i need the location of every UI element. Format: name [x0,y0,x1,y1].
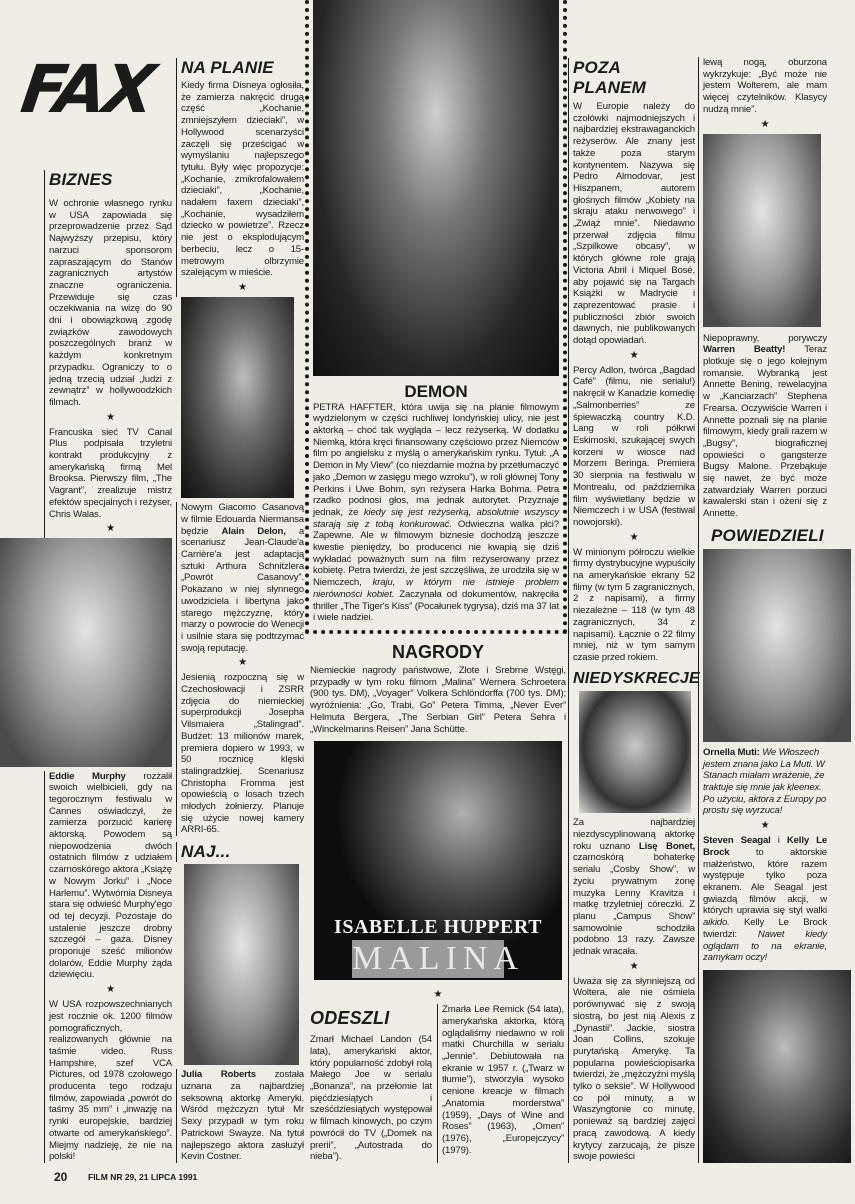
quote-text: We Włoszech jestem znana jako La Muti. W Stanach miałam wrażenie, że traktuje się mnie jak kleenex. Po użyciu, aktora z Europy po prostu się wyrzuca! [703,746,827,817]
photo-petra-haffter [313,0,559,376]
article-text: Kiedy firma Disneya ogłosiła, że zamierza nakręcić drugą część „Kochanie, zmniejszyłem dzieciaki”, w Hollywood scenarzyści zaczęli się prześcigać w wymyślaniu najlepszego tytułu. Były więc propozycje: „Kochanie, zmikrofalowałem dzieciaki”, „Kochanie, nadałem faxem dzieciaki”, „Kochanie, wysadziłem dziecko w powietrze”. Rzecz nie jest o eksplodującym berbeciu, lecz o 15-metrowym olbrzymie szalejącym w mieście. [181,80,304,279]
article-text: i [770,835,787,847]
article-text: aikido. [703,917,730,929]
odeszli-section [310,1004,566,1163]
article-text: Niepoprawny, porywczy [703,332,827,344]
niedyskrecje-article [573,817,695,1163]
star-separator: ★ [760,820,770,832]
column-1 [0,170,172,1163]
article-text: Percy Adlon, twórca „Bagdad Café” (filmu, nie serialu!) nakręcił w Kanadzie komedię „Salmonberries” ze śpiewaczką country K.D. Lang w roli półkrwi Eskimoski, szukającej swych korzeni w wiosce nad Morzem Beringa. Premiera 30 sierpnia na festiwalu w Montrealu, od października film wyświetlany będzie w Niemczech i w USA (festiwal nowojorski). [573,364,695,528]
section-heading: NAGRODY [391,642,484,662]
article-text: Teraz plotkuje się o jego kolejnym romansie. Wybranką jest Annette Bening, rewelacyjna w „Kanciarzach” Stephena Frearsa. Oczywiście Warren i Annette poznali się na planie filmowym, kiedy grali razem w „Bugsy”, biograficznej opowieści o gangsterze Bugsy Malone. Przebąkuje się nawet, że być może zatwardziały Warren porzuci kawalerski stan i ożeni się z Annette. [703,344,827,520]
odeszli-article-landon [310,1034,432,1163]
person-name: Julia Roberts [181,1069,256,1081]
section-heading: DEMON [404,381,468,401]
article-text: Zaczynała od dokumentów, nakręciła thriller „The Tiger's Kiss” (Pocałunek tygrysa), dziś ma 37 lat i wiele nadziei. [313,588,559,624]
powiedzieli-article [703,747,827,964]
article-text: Francuska sieć TV Canal Plus podpisała trzyletni kontrakt produkcyjny z amerykańską firmą Mel Brooksa. Pierwszy film, „The Vagrant”, zrealizuje mistrz efektów specjalnych i reżyser, Chris Walas. [49,426,172,520]
photo-alain-delon [181,297,294,498]
center-lower [310,642,566,1163]
person-name: Ornella Muti: [703,746,760,758]
article-text: W ochronie własnego rynku w USA zapowiada się przeprowadzenie przez Sąd Najwyższy przepisu, który narzuci sponsorom zapraszającym do Stanów zagranicznych artystów znaczne ograniczenia. Przewiduje się czas oczekiwania na wizę do 90 dni i obowiązkową zgodę związków zawodowych poszczególnych branż w każdym konkretnym przypadku. Ograniczy to o jedną trzecią udział „ludzi z zewnątrz” w hollywoodzkich filmach. [49,198,172,408]
article-text: Jesienią rozpoczną się w Czechosłowacji i ZSRR zdjęcia do niemieckiej superprodukcji Josepha Vilsmaiera „Stalingrad”. Budżet: 13 milionów marek, premiera dopiero w 1993, w 50 rocznicę klęski stalingradzkiej. Scenariusz Christopha Fromma jest opowieścią o losach trzech młodych żołnierzy. Planuje się użycie nowej kamery ARRI-65. [181,672,304,836]
article-text: czarnoskórą bohaterkę serialu „Cosby Show”, w życiu prywatnym żonę muzyka Lenny Kravitza i matkę trzyletniej córeczki. Z planu „Campus Show” samowolnie schodziła podobno 13 razy. Zawsze jednak wracała. [573,852,695,958]
poster-title: MALINA [352,940,524,978]
article-text: W minionym półroczu wielkie firmy dystrybucyjne wypuściły na amerykańskie ekrany 52 filmy (w tym 5 zagranicznych, 2 z napisami), a firmy niezależne – 118 (w tym 48 zagranicznych, 34 z napisami). Łącznie o 22 filmy mniej, niż w tym samym czasie przed rokiem. [573,546,695,663]
poster-actor-name: ISABELLE HUPPERT [334,916,542,939]
star-separator: ★ [629,349,639,361]
niedyskrecje-continued [703,57,827,134]
article-text: Niemieckie nagrody państwowe, Złote i Srebrne Wstęgi, przypadły w tym roku filmom „Malina” Wernera Schroetera (900 tys. DM), „Voyager” Volkera Schlöndorffa (700 tys. DM); wyróżnienia: „Go, Trabi, Go” Petera Timma, „Never Ever” Helmuta Bergera, „The Serbian Girl” Petera Sehra i „Winckelmanns Reisen” Jana Schütte. [310,665,566,735]
nagrody-article [310,665,566,735]
quote-text: kiedy się jest reżyserką, absolutnie wszyscy starają się z tobą konkurować. [313,506,560,530]
article-text: a scenariusz Jean-Claude'a Carrière'a jest adaptacją sztuki Arthura Schnitzlera „Powrót Casanovy”. Pokazano w niej słynnego uwodziciela i libertyna jako starego mężczyznę, który marzy o powrocie do Wenecji i usilnie stara się podtrzymać swoją reputację. [181,525,305,654]
odeszli-heading: ODESZLI [310,1008,390,1029]
person-name: Warren Beatty! [703,344,786,356]
article-text: rozżalił swoich wielbicieli, gdy na tegorocznym festiwalu w Cannes oświadczył, że zamierza porzucić karierę aktorską. Powodem są niepowodzenia dwóch ostatnich filmów z udziałem czarnoskórego aktora „Książę w Nowym Jorku” i „Noce Harlemu”. Wytwórnia Disneya stara się odwieść Murphy'ego od tej decyzji. Pozostaje do ustalenie jeszcze drobny szczegół – gaża. Disney proponuje sześć milionów dolarów, Eddie Murphy żąda dziewięciu. [49,770,172,981]
article-text: Nowym Giacomo Casanovą w filmie Edouarda Niermansa będzie [181,502,304,537]
section-heading: NA PLANIE [181,58,274,77]
person-name: Kelly Le Brock [703,835,828,858]
photo-warren-beatty [703,134,821,327]
demon-box [305,0,567,634]
person-name: Lisę Bonet, [638,840,696,852]
article-text: Uważa się za słynniejszą od Woltera, ale nie ośmiela porównywać się z swoją siostrą, bo jest nią Alexis z „Dynastii”. Jackie, siostra Joan Collins, szokuje purytańską Amerykę. Ta popularna powieściopisarka twierdzi, że „mężczyźni myślą tylko o seksie”. W Hollywood co pół minuty, a w Waszyngtonie co minutę, ponieważ są bardziej zajęci pracą zawodową. A kiedy krytycy zarzucają, że pisze swoje powieści [573,975,695,1163]
article-text: W Europie należy do czołówki najmodniejszych i najbardziej ekstrawaganckich reżyserów. Ale znany jest także poza starym kontynentem. Nazywa się Pedro Almodovar, jest Hiszpanem, autorem głośnych filmów „Kobiety na skraju ataku nerwowego” i „Zwiąż mnie”. Niedawno przerwał zdjęcia filmu „Szpilkowe obcasy”, w których główne role grają Victoria Abril i Miquel Bosé, aby pojawić się na Targach Książki w Madrycie i zaprezentować prasie i publiczności zbiór swoich dawnych, nie publikowanych dotąd opowiadań. [573,101,695,347]
photo-eddie-murphy [0,538,172,766]
photo-ornella-muti [703,549,851,742]
odeszli-article-remick [437,1004,564,1163]
article-text: Zmarł Michael Landon (54 lata), amerykański aktor, który popularność zdobył rolą Małego Joe w serialu „Bonanza”, na przełomie lat pięćdziesiątych i sześćdziesiątych występował w filmach kinowych, po czym powrócił do TV („Domek na prerii”, „Autostrada do nieba”). [310,1034,432,1163]
star-separator: ★ [629,531,639,543]
article-text: lewą nogą, oburzona wykrzykuje: „Być może nie jestem Wolterem, ale mam więcej czytelników. Klasycy nudzą mnie”. [703,57,827,115]
niedyskrecje-heading: NIEDYSKRECJE [573,669,700,687]
na-planie-continued [176,502,304,836]
section-heading: BIZNES [49,170,113,189]
star-separator: ★ [238,281,247,293]
article-text: to aktorskie małżeństwo, które razem występuje tylko poza ekranem. Ale Seagal jest gwiazdą filmów akcji, w których uprawia się styl walki [703,846,827,917]
article-text: Za najbardziej niezdyscyplinowaną aktorkę roku uznano [573,817,695,852]
person-name: Alain Delon, [221,525,286,537]
article-text: Kelly Le Brock twierdzi: [703,917,827,940]
quote-text: kraju, w którym nie istnieje problem nierówności kobiet. [313,577,559,600]
page-number: 20 [54,1170,68,1184]
star-separator: ★ [106,984,115,996]
na-planie-section [176,58,304,297]
person-name: Steven Seagal [703,835,771,847]
quote-text: Nawet kiedy oglądam to na ekranie, zamykam oczy! [703,928,827,964]
article-text: PETRA HAFFTER, która uwija się na planie filmowym wydzielonym w części ruchliwej londyńskiej ulicy, nie jest aktorką – choć tak wygląda – lecz reżyserką. W dodatku Niemką, która kręci finansowany częściowo przez Niemców film po angielsku z myślą o amerykańskim rynku. Tytuł: „A Demon in My View” (co niezdarnie można by przetłumaczyć jako „Demon w zasięgu mego wzroku”), w roli głównej Tony Perkins i Uwe Bohm, syn reżysera Harka Bohma. Petra rzadko podnosi głos, ma jednak autorytet. Przyznaje jednak, że [313,401,559,518]
photo-lisa-bonet [579,691,691,814]
issue-info: FILM NR 29, 21 LIPCA 1991 [88,1172,198,1182]
star-separator: ★ [106,523,115,535]
powiedzieli-heading: POWIEDZIELI [711,525,824,545]
naj-article [176,1069,304,1163]
article-text: W USA rozpowszechnianych jest rocznie ok. 1200 filmów pornograficznych, realizowanych głównie na taśmie video. Russ Hampshire, szef VCA Pictures, od 1978 czołowego producenta tego rodzaju filmów, zapowiada „powrót do taśmy 35 mm” i „inwazję na rynki europejskie, bardziej otwarte od amerykańskiego”. Miejmy nadzieję, że nie na polski! [49,999,172,1163]
star-separator: ★ [238,657,247,669]
star-separator: ★ [433,989,443,1001]
star-separator: ★ [106,411,115,423]
demon-article [313,402,559,624]
photo-seagal-le-brock [703,970,851,1163]
article-text: Odwieczna walka płci? Zapewne. Ale w filmowym biznesie dochodzą jeszcze kwestie pieniędzy, bo producenci nie kwapią się dziś wykładać poważnych sum na film reżyserowany przez kobietę. Petra twierdzi, że jest szczęśliwa, że urodziła się w Niemczech, [313,518,559,589]
eddie-murphy-article [44,771,172,1164]
star-separator: ★ [629,960,639,972]
photo-julia-roberts [184,864,299,1065]
malina-poster [314,741,562,980]
biznes-section [44,170,172,538]
poza-planem-heading: POZA PLANEM [573,58,646,97]
column-4 [568,58,698,1163]
article-text: Zmarła Lee Remick (54 lata), amerykańska aktorka, którą oglądaliśmy niedawno w roli matki Churchilla w serialu „Jennie”. Debiutowała na ekranie w 1957 r. („Twarz w tłumie”), stworzyła wysoko cenione kreacje w filmach „Anatomia morderstwa” (1959), „Days of Wine and Roses” (1963), „Omen” (1976), „Europejczycy” (1979). [442,1004,564,1156]
fax-logo: FAX [16,51,158,128]
warren-beatty-article [703,333,827,520]
poza-planem-section [573,101,695,664]
column-5 [698,57,855,1163]
naj-heading: NAJ... [176,842,304,862]
person-name: Eddie Murphy [49,770,126,782]
odeszli-left [310,1004,432,1163]
star-separator: ★ [760,118,770,130]
column-2 [176,58,304,1163]
article-text: została uznana za najbardziej seksowną aktorkę Ameryki. Wśród mężczyzn tytuł Mr Sexy przypadł w tym roku Patrickowi Swayze. Na tytuł najlepszego aktora zasłużył Kevin Costner. [181,1069,304,1163]
